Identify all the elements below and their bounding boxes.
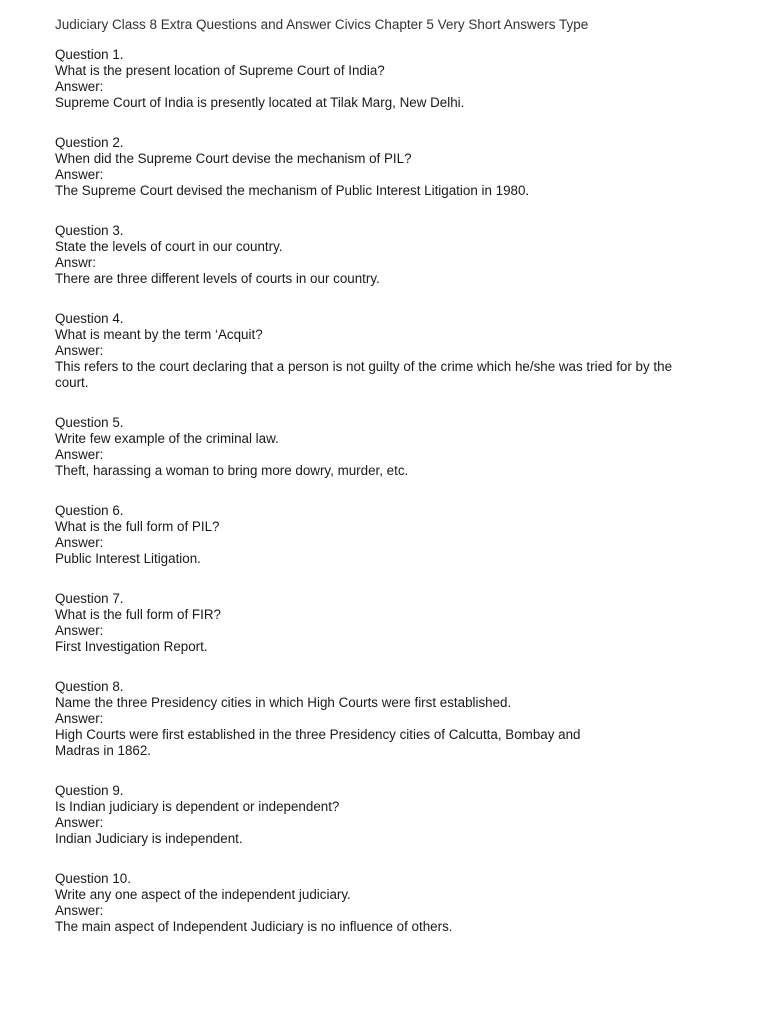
- answer-text: Indian Judiciary is independent.: [55, 831, 243, 846]
- answer-label: Answer:: [55, 623, 104, 638]
- answer-text: Theft, harassing a woman to bring more dowry, murder, etc.: [55, 463, 409, 478]
- qa-item-4: [55, 311, 705, 391]
- page-title: Judiciary Class 8 Extra Questions and Answer Civics Chapter 5 Very Short Answers Type: [55, 17, 589, 32]
- question-text: What is the full form of FIR?: [55, 607, 221, 622]
- answer-label: Answer:: [55, 167, 104, 182]
- answer-label: Answr:: [55, 255, 96, 270]
- answer-text: The main aspect of Independent Judiciary is no influence of others.: [55, 919, 453, 934]
- question-heading: Question 1.: [55, 47, 124, 62]
- question-heading: Question 7.: [55, 591, 124, 606]
- question-heading: Question 10.: [55, 871, 131, 886]
- qa-list: [55, 47, 705, 959]
- question-text: When did the Supreme Court devise the mechanism of PIL?: [55, 151, 412, 166]
- answer-label: Answer:: [55, 447, 104, 462]
- answer-text: This refers to the court declaring that a person is not guilty of the crime which he/she was tried for by the court.: [55, 359, 673, 390]
- qa-item-1: [55, 47, 705, 111]
- qa-item-7: [55, 591, 705, 655]
- qa-item-9: [55, 783, 705, 847]
- question-text: Name the three Presidency cities in which High Courts were first established.: [55, 695, 512, 710]
- qa-item-8: [55, 679, 705, 759]
- answer-text: There are three different levels of courts in our country.: [55, 271, 380, 286]
- question-text: What is the present location of Supreme Court of India?: [55, 63, 385, 78]
- question-heading: Question 8.: [55, 679, 124, 694]
- qa-item-6: [55, 503, 705, 567]
- answer-label: Answer:: [55, 79, 104, 94]
- answer-label: Answer:: [55, 711, 104, 726]
- question-heading: Question 5.: [55, 415, 124, 430]
- answer-label: Answer:: [55, 343, 104, 358]
- answer-text: Supreme Court of India is presently located at Tilak Marg, New Delhi.: [55, 95, 465, 110]
- question-text: State the levels of court in our country.: [55, 239, 283, 254]
- answer-text: The Supreme Court devised the mechanism of Public Interest Litigation in 1980.: [55, 183, 530, 198]
- qa-item-10: [55, 871, 705, 935]
- question-text: Write few example of the criminal law.: [55, 431, 279, 446]
- question-heading: Question 3.: [55, 223, 124, 238]
- question-text: Write any one aspect of the independent judiciary.: [55, 887, 351, 902]
- question-heading: Question 4.: [55, 311, 124, 326]
- question-heading: Question 6.: [55, 503, 124, 518]
- qa-item-3: [55, 223, 705, 287]
- answer-label: Answer:: [55, 903, 104, 918]
- qa-item-5: [55, 415, 705, 479]
- question-text: What is meant by the term ‘Acquit?: [55, 327, 263, 342]
- qa-item-2: [55, 135, 705, 199]
- question-heading: Question 2.: [55, 135, 124, 150]
- answer-label: Answer:: [55, 815, 104, 830]
- answer-text: First Investigation Report.: [55, 639, 208, 654]
- answer-text: Public Interest Litigation.: [55, 551, 201, 566]
- question-text: What is the full form of PIL?: [55, 519, 220, 534]
- question-heading: Question 9.: [55, 783, 124, 798]
- answer-label: Answer:: [55, 535, 104, 550]
- answer-text: High Courts were first established in the three Presidency cities of Calcutta, Bombay and Madras in 1862.: [55, 727, 581, 758]
- question-text: Is Indian judiciary is dependent or independent?: [55, 799, 340, 814]
